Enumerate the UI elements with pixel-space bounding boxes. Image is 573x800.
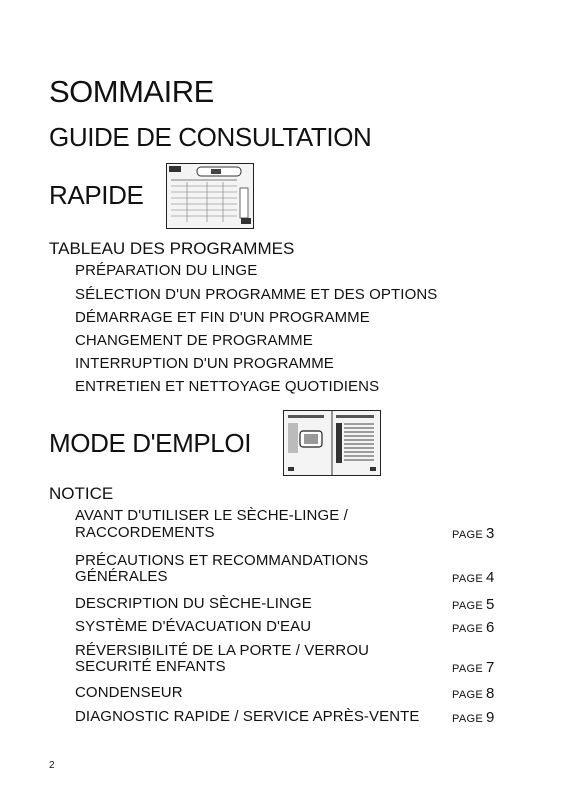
page-ref: PAGE 8 [452,685,495,702]
page-ref: PAGE 5 [452,596,495,613]
manual-thumbnail-icon [284,411,380,475]
page-number: 2 [49,760,55,771]
notice-entry-line2: SECURITÉ ENFANTS [75,658,226,675]
page-ref: PAGE 9 [452,709,495,726]
notice-entry-line1: DIAGNOSTIC RAPIDE / SERVICE APRÈS-VENTE [75,708,420,725]
notice-entry-line1: SYSTÈME D'ÉVACUATION D'EAU [75,618,312,635]
page-ref: PAGE 7 [452,659,495,676]
quick-item: ENTRETIEN ET NETTOYAGE QUOTIDIENS [75,378,380,395]
guide-title-line2: RAPIDE [49,180,144,210]
page-ref: PAGE 4 [452,569,495,586]
notice-entry-line1: AVANT D'UTILISER LE SÈCHE-LINGE / [75,507,348,524]
guide-title-line1: GUIDE DE CONSULTATION [49,122,372,152]
quick-item: CHANGEMENT DE PROGRAMME [75,332,313,349]
manual-thumbnail-icon [283,410,381,476]
notice-entry-line1: PRÉCAUTIONS ET RECOMMANDATIONS [75,552,369,569]
page-ref: PAGE 3 [452,525,495,542]
mode-emploi-title: MODE D'EMPLOI [49,428,252,458]
quick-item: DÉMARRAGE ET FIN D'UN PROGRAMME [75,309,370,326]
quick-section-heading: TABLEAU DES PROGRAMMES [49,239,295,258]
quick-item: PRÉPARATION DU LINGE [75,262,258,279]
notice-entry-line2: GÉNÉRALES [75,568,168,585]
notice-entry-line2: RACCORDEMENTS [75,524,215,541]
quick-item: SÉLECTION D'UN PROGRAMME ET DES OPTIONS [75,286,438,303]
quick-item: INTERRUPTION D'UN PROGRAMME [75,355,334,372]
quick-guide-thumbnail-icon [166,163,254,229]
notice-entry-line1: DESCRIPTION DU SÈCHE-LINGE [75,595,312,612]
notice-entry-line1: RÉVERSIBILITÉ DE LA PORTE / VERROU [75,642,370,659]
notice-heading: NOTICE [49,484,114,503]
page-ref: PAGE 6 [452,619,495,636]
notice-entry-line1: CONDENSEUR [75,684,183,701]
quick-guide-thumbnail-icon [167,164,253,228]
page-title: SOMMAIRE [49,74,214,109]
